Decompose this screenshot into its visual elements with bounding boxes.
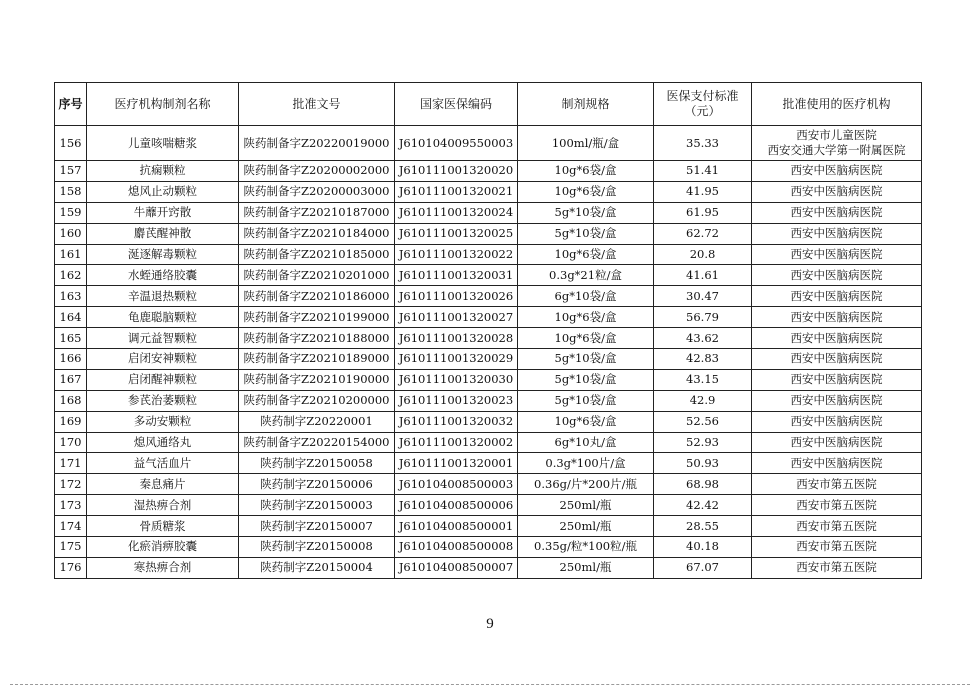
scan-fold-line (10, 684, 970, 685)
cell-seq-no: 168 (55, 390, 87, 411)
cell-approval-number: 陕药制备字Z20210185000 (239, 244, 395, 265)
cell-insurance-code: J610111001320002 (395, 432, 518, 453)
cell-specification: 5g*10袋/盒 (518, 223, 654, 244)
cell-approval-number: 陕药制备字Z20210201000 (239, 265, 395, 286)
cell-seq-no: 166 (55, 349, 87, 370)
cell-payment-standard: 67.07 (654, 557, 752, 578)
cell-approval-number: 陕药制备字Z20210186000 (239, 286, 395, 307)
cell-insurance-code: J610111001320026 (395, 286, 518, 307)
formulation-table (54, 82, 922, 579)
cell-preparation-name: 益气活血片 (87, 453, 239, 474)
header-preparation-name: 医疗机构制剂名称 (87, 83, 239, 126)
cell-payment-standard: 56.79 (654, 307, 752, 328)
table-row (55, 286, 922, 307)
cell-approved-hospital: 西安中医脑病医院 (752, 349, 922, 370)
cell-payment-standard: 61.95 (654, 202, 752, 223)
cell-preparation-name: 调元益智颗粒 (87, 328, 239, 349)
cell-specification: 0.3g*100片/盒 (518, 453, 654, 474)
table-row (55, 265, 922, 286)
cell-preparation-name: 寒热痹合剂 (87, 557, 239, 578)
cell-approved-hospital: 西安中医脑病医院 (752, 453, 922, 474)
table-row (55, 307, 922, 328)
table-row (55, 223, 922, 244)
table-row (55, 244, 922, 265)
table-row (55, 411, 922, 432)
cell-approved-hospital: 西安市儿童医院 西安交通大学第一附属医院 (752, 126, 922, 161)
table-row (55, 161, 922, 182)
cell-specification: 5g*10袋/盒 (518, 390, 654, 411)
cell-approval-number: 陕药制备字Z20210199000 (239, 307, 395, 328)
cell-specification: 100ml/瓶/盒 (518, 126, 654, 161)
cell-approval-number: 陕药制字Z20150008 (239, 537, 395, 558)
cell-approved-hospital: 西安中医脑病医院 (752, 369, 922, 390)
table-row (55, 453, 922, 474)
table-row (55, 495, 922, 516)
cell-payment-standard: 42.9 (654, 390, 752, 411)
cell-seq-no: 171 (55, 453, 87, 474)
cell-insurance-code: J610111001320022 (395, 244, 518, 265)
cell-payment-standard: 42.42 (654, 495, 752, 516)
cell-approval-number: 陕药制备字Z20220019000 (239, 126, 395, 161)
cell-seq-no: 176 (55, 557, 87, 578)
cell-insurance-code: J610111001320029 (395, 349, 518, 370)
page-number: 9 (486, 616, 494, 632)
cell-payment-standard: 68.98 (654, 474, 752, 495)
cell-specification: 6g*10丸/盒 (518, 432, 654, 453)
cell-insurance-code: J610111001320031 (395, 265, 518, 286)
cell-specification: 6g*10袋/盒 (518, 286, 654, 307)
cell-insurance-code: J610111001320001 (395, 453, 518, 474)
cell-preparation-name: 龟鹿聪脑颗粒 (87, 307, 239, 328)
cell-preparation-name: 牛蘼开窍散 (87, 202, 239, 223)
cell-approval-number: 陕药制字Z20150007 (239, 516, 395, 537)
cell-seq-no: 174 (55, 516, 87, 537)
cell-approved-hospital: 西安中医脑病医院 (752, 432, 922, 453)
cell-insurance-code: J610111001320030 (395, 369, 518, 390)
table-body (55, 126, 922, 579)
cell-payment-standard: 30.47 (654, 286, 752, 307)
cell-payment-standard: 51.41 (654, 161, 752, 182)
cell-specification: 5g*10袋/盒 (518, 202, 654, 223)
table-row (55, 390, 922, 411)
cell-preparation-name: 湿热痹合剂 (87, 495, 239, 516)
cell-approval-number: 陕药制字Z20150058 (239, 453, 395, 474)
cell-payment-standard: 41.95 (654, 181, 752, 202)
table-row (55, 557, 922, 578)
cell-seq-no: 161 (55, 244, 87, 265)
header-insurance-code: 国家医保编码 (395, 83, 518, 126)
cell-approved-hospital: 西安中医脑病医院 (752, 161, 922, 182)
cell-preparation-name: 多动安颗粒 (87, 411, 239, 432)
cell-preparation-name: 儿童咳喘糖浆 (87, 126, 239, 161)
cell-specification: 250ml/瓶 (518, 557, 654, 578)
cell-approval-number: 陕药制备字Z20210184000 (239, 223, 395, 244)
cell-specification: 10g*6袋/盒 (518, 161, 654, 182)
table-row (55, 369, 922, 390)
cell-insurance-code: J610111001320024 (395, 202, 518, 223)
cell-approved-hospital: 西安市第五医院 (752, 474, 922, 495)
cell-seq-no: 173 (55, 495, 87, 516)
cell-approval-number: 陕药制备字Z20210188000 (239, 328, 395, 349)
cell-approval-number: 陕药制字Z20150003 (239, 495, 395, 516)
header-seq-no: 序号 (55, 83, 87, 126)
cell-seq-no: 163 (55, 286, 87, 307)
cell-preparation-name: 熄风止动颗粒 (87, 181, 239, 202)
cell-payment-standard: 52.93 (654, 432, 752, 453)
cell-approved-hospital: 西安中医脑病医院 (752, 328, 922, 349)
header-approved-hospital: 批准使用的医疗机构 (752, 83, 922, 126)
cell-seq-no: 156 (55, 126, 87, 161)
cell-payment-standard: 62.72 (654, 223, 752, 244)
cell-approved-hospital: 西安市第五医院 (752, 557, 922, 578)
cell-approval-number: 陕药制备字Z20210189000 (239, 349, 395, 370)
cell-seq-no: 162 (55, 265, 87, 286)
cell-approved-hospital: 西安中医脑病医院 (752, 202, 922, 223)
cell-specification: 5g*10袋/盒 (518, 369, 654, 390)
cell-specification: 5g*10袋/盒 (518, 349, 654, 370)
cell-seq-no: 158 (55, 181, 87, 202)
table-row (55, 516, 922, 537)
cell-preparation-name: 启闭安神颗粒 (87, 349, 239, 370)
cell-preparation-name: 参芪治萎颗粒 (87, 390, 239, 411)
cell-approval-number: 陕药制备字Z20200002000 (239, 161, 395, 182)
cell-seq-no: 170 (55, 432, 87, 453)
header-payment-standard: 医保支付标准 （元） (654, 83, 752, 126)
table-row (55, 537, 922, 558)
cell-preparation-name: 秦息痛片 (87, 474, 239, 495)
cell-insurance-code: J610111001320025 (395, 223, 518, 244)
cell-specification: 0.3g*21粒/盒 (518, 265, 654, 286)
cell-insurance-code: J610111001320027 (395, 307, 518, 328)
table-row (55, 474, 922, 495)
cell-payment-standard: 41.61 (654, 265, 752, 286)
cell-approved-hospital: 西安中医脑病医院 (752, 244, 922, 265)
cell-preparation-name: 骨质糖浆 (87, 516, 239, 537)
cell-approved-hospital: 西安中医脑病医院 (752, 181, 922, 202)
cell-seq-no: 172 (55, 474, 87, 495)
cell-specification: 0.36g/片*200片/瓶 (518, 474, 654, 495)
cell-approved-hospital: 西安市第五医院 (752, 537, 922, 558)
cell-seq-no: 167 (55, 369, 87, 390)
cell-seq-no: 175 (55, 537, 87, 558)
cell-insurance-code: J610111001320023 (395, 390, 518, 411)
cell-specification: 10g*6袋/盒 (518, 411, 654, 432)
cell-approval-number: 陕药制备字Z20210187000 (239, 202, 395, 223)
cell-approved-hospital: 西安中医脑病医院 (752, 265, 922, 286)
cell-insurance-code: J610104008500008 (395, 537, 518, 558)
cell-approved-hospital: 西安中医脑病医院 (752, 223, 922, 244)
cell-specification: 10g*6袋/盒 (518, 181, 654, 202)
cell-approval-number: 陕药制字Z20220001 (239, 411, 395, 432)
cell-preparation-name: 涎逐解毒颗粒 (87, 244, 239, 265)
cell-approval-number: 陕药制备字Z20200003000 (239, 181, 395, 202)
cell-approved-hospital: 西安中医脑病医院 (752, 286, 922, 307)
header-specification: 制剂规格 (518, 83, 654, 126)
cell-approval-number: 陕药制字Z20150006 (239, 474, 395, 495)
cell-insurance-code: J610111001320020 (395, 161, 518, 182)
table-row (55, 202, 922, 223)
cell-specification: 250ml/瓶 (518, 495, 654, 516)
cell-approval-number: 陕药制备字Z20210200000 (239, 390, 395, 411)
cell-payment-standard: 42.83 (654, 349, 752, 370)
cell-payment-standard: 52.56 (654, 411, 752, 432)
cell-seq-no: 165 (55, 328, 87, 349)
cell-approval-number: 陕药制备字Z20210190000 (239, 369, 395, 390)
cell-payment-standard: 40.18 (654, 537, 752, 558)
cell-approved-hospital: 西安中医脑病医院 (752, 390, 922, 411)
cell-preparation-name: 熄风通络丸 (87, 432, 239, 453)
table-row (55, 126, 922, 161)
table-row (55, 432, 922, 453)
cell-payment-standard: 20.8 (654, 244, 752, 265)
cell-preparation-name: 水蛭通络胶囊 (87, 265, 239, 286)
cell-payment-standard: 43.15 (654, 369, 752, 390)
cell-specification: 10g*6袋/盒 (518, 307, 654, 328)
cell-approved-hospital: 西安市第五医院 (752, 495, 922, 516)
table-row (55, 349, 922, 370)
cell-insurance-code: J610104008500007 (395, 557, 518, 578)
cell-payment-standard: 35.33 (654, 126, 752, 161)
cell-seq-no: 159 (55, 202, 87, 223)
cell-preparation-name: 化瘀消痹胶囊 (87, 537, 239, 558)
cell-seq-no: 169 (55, 411, 87, 432)
cell-insurance-code: J610104008500006 (395, 495, 518, 516)
cell-payment-standard: 28.55 (654, 516, 752, 537)
table-header-row (55, 83, 922, 126)
header-approval-number: 批准文号 (239, 83, 395, 126)
cell-insurance-code: J610104008500003 (395, 474, 518, 495)
cell-approval-number: 陕药制字Z20150004 (239, 557, 395, 578)
cell-preparation-name: 麝芪醒神散 (87, 223, 239, 244)
cell-specification: 250ml/瓶 (518, 516, 654, 537)
cell-payment-standard: 50.93 (654, 453, 752, 474)
cell-specification: 10g*6袋/盒 (518, 244, 654, 265)
cell-insurance-code: J610104009550003 (395, 126, 518, 161)
cell-approved-hospital: 西安中医脑病医院 (752, 307, 922, 328)
cell-approved-hospital: 西安中医脑病医院 (752, 411, 922, 432)
cell-approved-hospital: 西安市第五医院 (752, 516, 922, 537)
table-row (55, 181, 922, 202)
table-row (55, 328, 922, 349)
cell-seq-no: 164 (55, 307, 87, 328)
cell-insurance-code: J610104008500001 (395, 516, 518, 537)
cell-insurance-code: J610111001320028 (395, 328, 518, 349)
cell-preparation-name: 抗痫颗粒 (87, 161, 239, 182)
cell-insurance-code: J610111001320032 (395, 411, 518, 432)
cell-preparation-name: 辛温退热颗粒 (87, 286, 239, 307)
cell-seq-no: 157 (55, 161, 87, 182)
cell-insurance-code: J610111001320021 (395, 181, 518, 202)
cell-preparation-name: 启闭醒神颗粒 (87, 369, 239, 390)
cell-specification: 10g*6袋/盒 (518, 328, 654, 349)
cell-payment-standard: 43.62 (654, 328, 752, 349)
cell-specification: 0.35g/粒*100粒/瓶 (518, 537, 654, 558)
cell-approval-number: 陕药制备字Z20220154000 (239, 432, 395, 453)
cell-seq-no: 160 (55, 223, 87, 244)
